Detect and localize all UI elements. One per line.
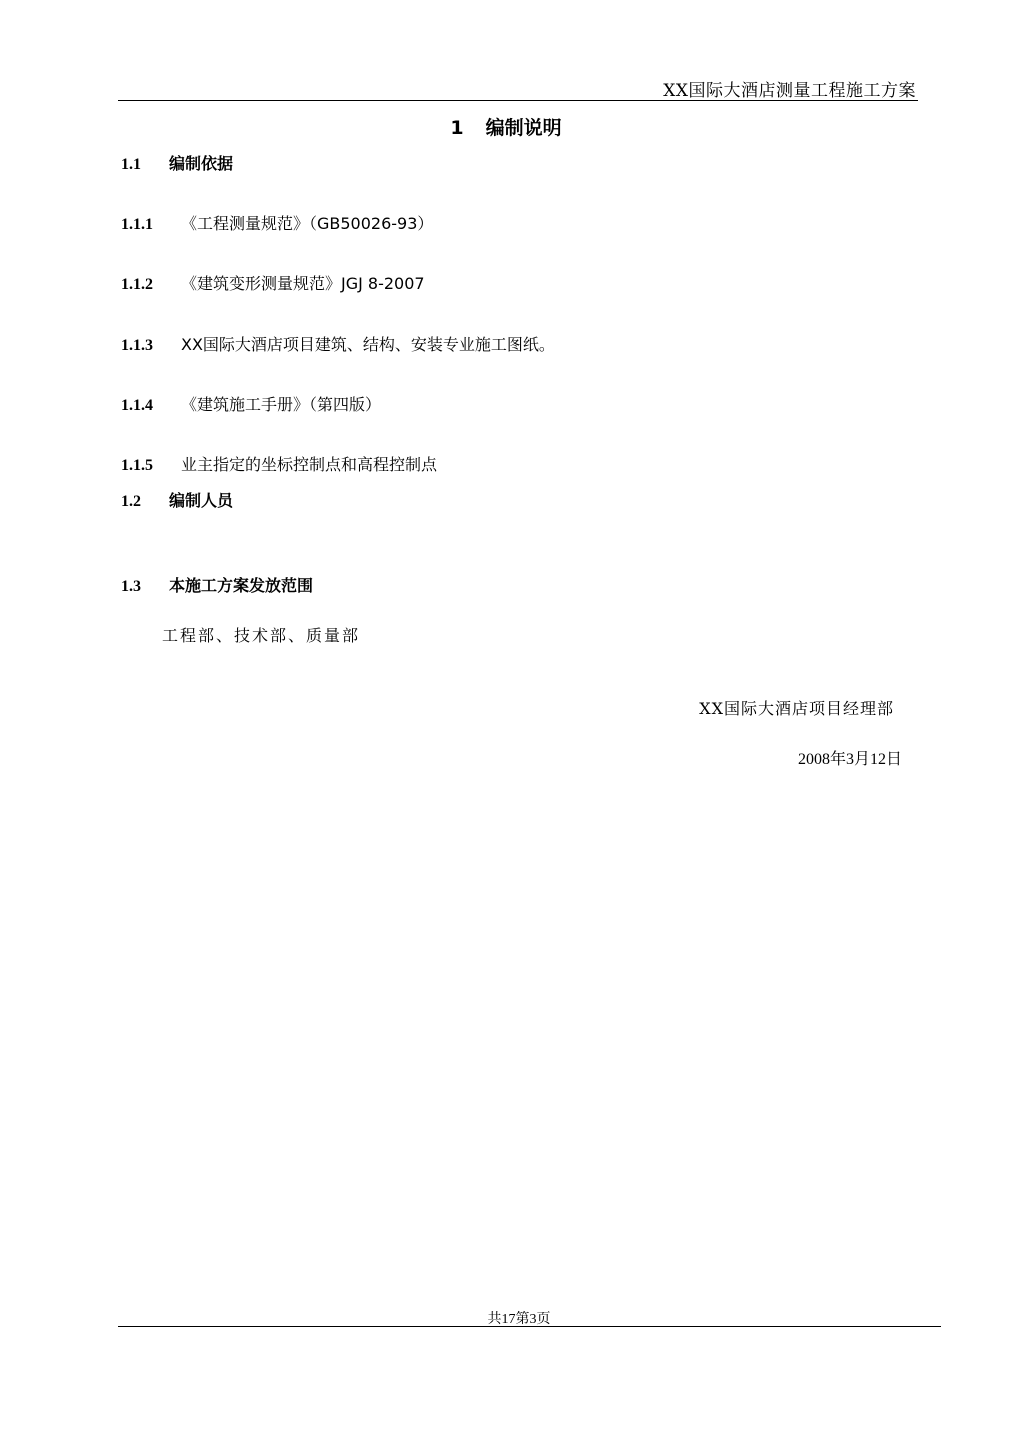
section-1-1-1 (121, 211, 433, 234)
section-1-2 (121, 488, 233, 511)
section-number: 1.1.4 (121, 397, 153, 414)
section-text: XX国际大酒店项目建筑、结构、安装专业施工图纸。 (181, 335, 555, 354)
section-number: 1.1 (121, 156, 141, 173)
chapter-title: 编制说明 (485, 117, 562, 139)
header-title: XX国际大酒店测量工程施工方案 (663, 81, 916, 101)
section-1-3 (121, 573, 313, 596)
section-number: 1.1.1 (121, 216, 153, 233)
section-number: 1.1.2 (121, 276, 153, 293)
signature-organization: XX国际大酒店项目经理部 (699, 699, 894, 718)
section-1-1-5 (121, 452, 437, 475)
footer-divider (118, 1326, 941, 1327)
section-title: 编制人员 (169, 491, 234, 510)
footer-page-info: 共17第3页 (487, 1312, 551, 1327)
section-title: 编制依据 (169, 154, 234, 173)
section-number: 1.1.3 (121, 337, 153, 354)
section-1-1-2 (121, 271, 425, 294)
section-1-1-3 (121, 332, 555, 355)
section-1-1 (121, 151, 233, 174)
signature-date: 2008年3月12日 (797, 751, 902, 768)
section-number: 1.2 (121, 493, 141, 510)
section-1-1-4 (121, 392, 381, 415)
header-divider (118, 100, 918, 101)
section-title: 本施工方案发放范围 (169, 576, 314, 595)
section-text: 业主指定的坐标控制点和高程控制点 (181, 455, 438, 474)
section-number: 1.3 (121, 578, 141, 595)
chapter-number: 1 (450, 117, 464, 139)
section-text: 《建筑变形测量规范》JGJ 8-2007 (181, 274, 425, 293)
section-number: 1.1.5 (121, 457, 153, 474)
section-text: 《建筑施工手册》（第四版） (181, 395, 382, 414)
section-text: 《工程测量规范》（GB50026-93） (181, 214, 434, 233)
distribution-list: 工程部、技术部、质量部 (162, 626, 361, 645)
chapter-heading (0, 113, 1012, 140)
